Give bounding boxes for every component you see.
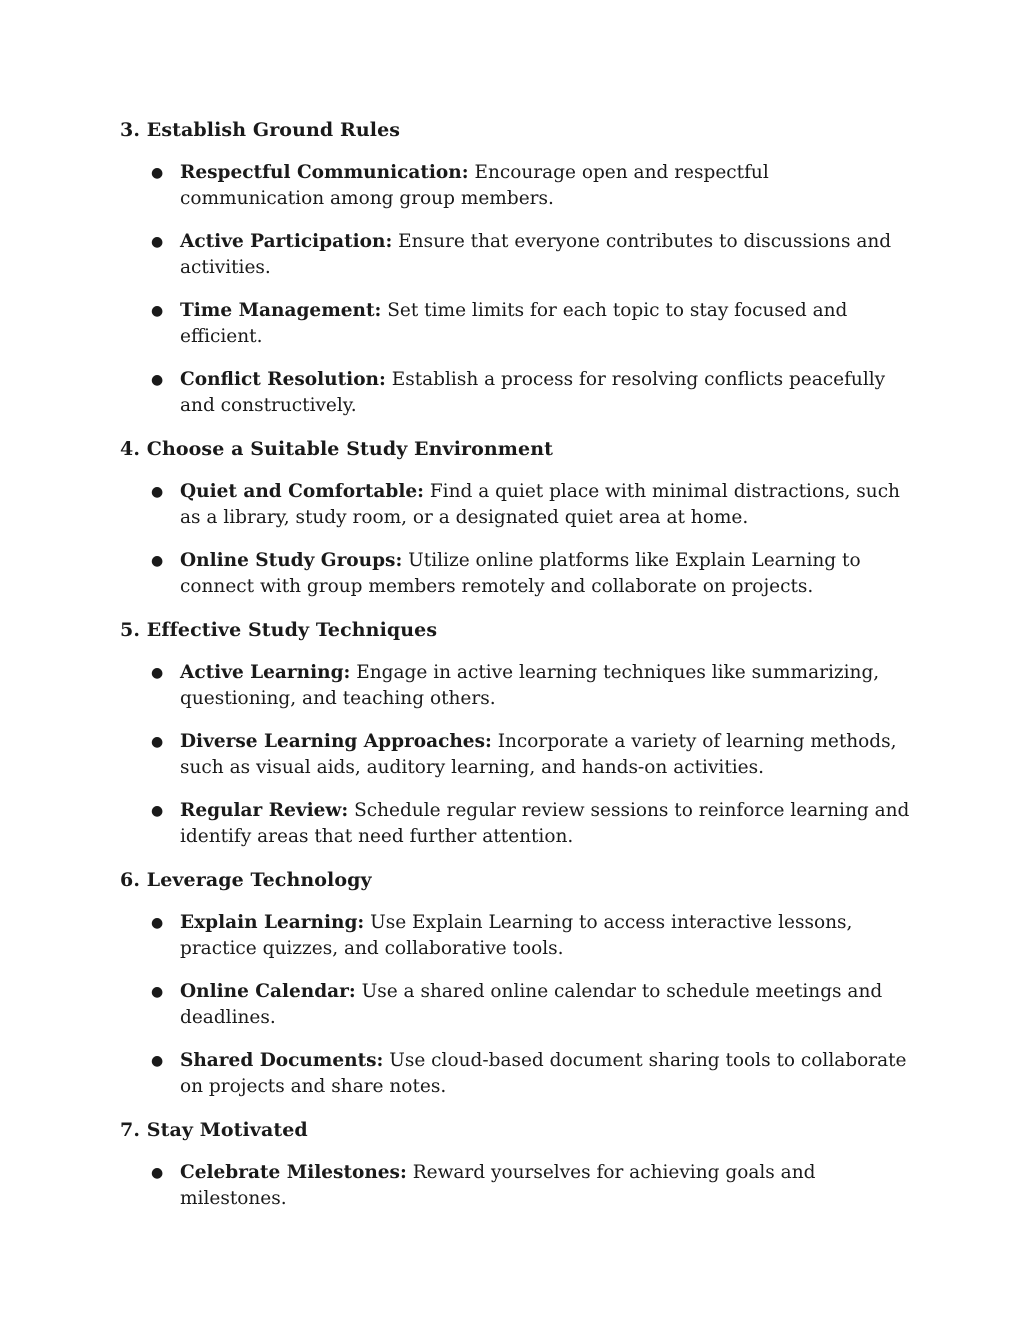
item-term: Active Learning:: [180, 662, 351, 683]
item-term: Diverse Learning Approaches:: [180, 731, 492, 752]
item-text: Use a shared online calendar to schedule meetings and deadlines.: [180, 981, 883, 1028]
section-heading: 4. Choose a Suitable Study Environment: [120, 438, 553, 460]
item-text: Incorporate a variety of learning methods, such as visual aids, auditory learning, and hands-on activities.: [180, 731, 897, 778]
item-term: Shared Documents:: [180, 1050, 384, 1071]
section-heading: 7. Stay Motivated: [120, 1119, 308, 1141]
bullet-icon: ●: [151, 372, 164, 388]
list-item: [120, 798, 910, 850]
bullet-icon: ●: [151, 553, 164, 569]
bullet-icon: ●: [151, 984, 164, 1000]
item-text: Encourage open and respectful communication among group members.: [180, 162, 769, 209]
item-text: Engage in active learning techniques like summarizing, questioning, and teaching others.: [180, 662, 880, 709]
item-text: Set time limits for each topic to stay focused and efficient.: [180, 300, 848, 347]
list-item: [120, 1160, 910, 1212]
list-item: [120, 479, 910, 531]
item-term: Time Management:: [180, 300, 382, 321]
section-heading: 3. Establish Ground Rules: [120, 119, 401, 141]
item-term: Conflict Resolution:: [180, 369, 386, 390]
item-term: Celebrate Milestones:: [180, 1162, 407, 1183]
section-heading: 6. Leverage Technology: [120, 869, 372, 891]
item-text: Utilize online platforms like Explain Learning to connect with group members remotely and collaborate on projects.: [180, 550, 861, 597]
list-item: [120, 229, 910, 281]
item-text: Reward yourselves for achieving goals and milestones.: [180, 1162, 816, 1209]
item-term: Online Study Groups:: [180, 550, 403, 571]
item-text: Find a quiet place with minimal distractions, such as a library, study room, or a designated quiet area at home.: [180, 481, 900, 528]
item-term: Online Calendar:: [180, 981, 356, 1002]
list-item: [120, 367, 910, 419]
bullet-icon: ●: [151, 484, 164, 500]
bullet-list: [120, 1160, 910, 1212]
document-page: [120, 117, 910, 1229]
bullet-list: [120, 910, 910, 1100]
item-term: Quiet and Comfortable:: [180, 481, 424, 502]
section-study-environment: [120, 436, 910, 600]
bullet-icon: ●: [151, 303, 164, 319]
bullet-list: [120, 660, 910, 850]
section-ground-rules: [120, 117, 910, 419]
list-item: [120, 910, 910, 962]
item-text: Schedule regular review sessions to reinforce learning and identify areas that need further attention.: [180, 800, 910, 847]
item-text: Use cloud-based document sharing tools to collaborate on projects and share notes.: [180, 1050, 907, 1097]
bullet-icon: ●: [151, 803, 164, 819]
section-leverage-technology: [120, 867, 910, 1100]
list-item: [120, 1048, 910, 1100]
list-item: [120, 979, 910, 1031]
item-text: Establish a process for resolving conflicts peacefully and constructively.: [180, 369, 886, 416]
item-term: Active Participation:: [180, 231, 393, 252]
bullet-icon: ●: [151, 665, 164, 681]
bullet-list: [120, 160, 910, 419]
section-heading: 5. Effective Study Techniques: [120, 619, 438, 641]
item-text: Ensure that everyone contributes to discussions and activities.: [180, 231, 892, 278]
section-stay-motivated: [120, 1117, 910, 1212]
list-item: [120, 548, 910, 600]
item-term: Explain Learning:: [180, 912, 365, 933]
bullet-icon: ●: [151, 1053, 164, 1069]
bullet-list: [120, 479, 910, 600]
list-item: [120, 298, 910, 350]
list-item: [120, 729, 910, 781]
item-text: Use Explain Learning to access interactive lessons, practice quizzes, and collaborative tools.: [180, 912, 853, 959]
item-term: Regular Review:: [180, 800, 349, 821]
list-item: [120, 160, 910, 212]
bullet-icon: ●: [151, 734, 164, 750]
bullet-icon: ●: [151, 1165, 164, 1181]
bullet-icon: ●: [151, 165, 164, 181]
bullet-icon: ●: [151, 915, 164, 931]
list-item: [120, 660, 910, 712]
item-term: Respectful Communication:: [180, 162, 469, 183]
section-study-techniques: [120, 617, 910, 850]
bullet-icon: ●: [151, 234, 164, 250]
